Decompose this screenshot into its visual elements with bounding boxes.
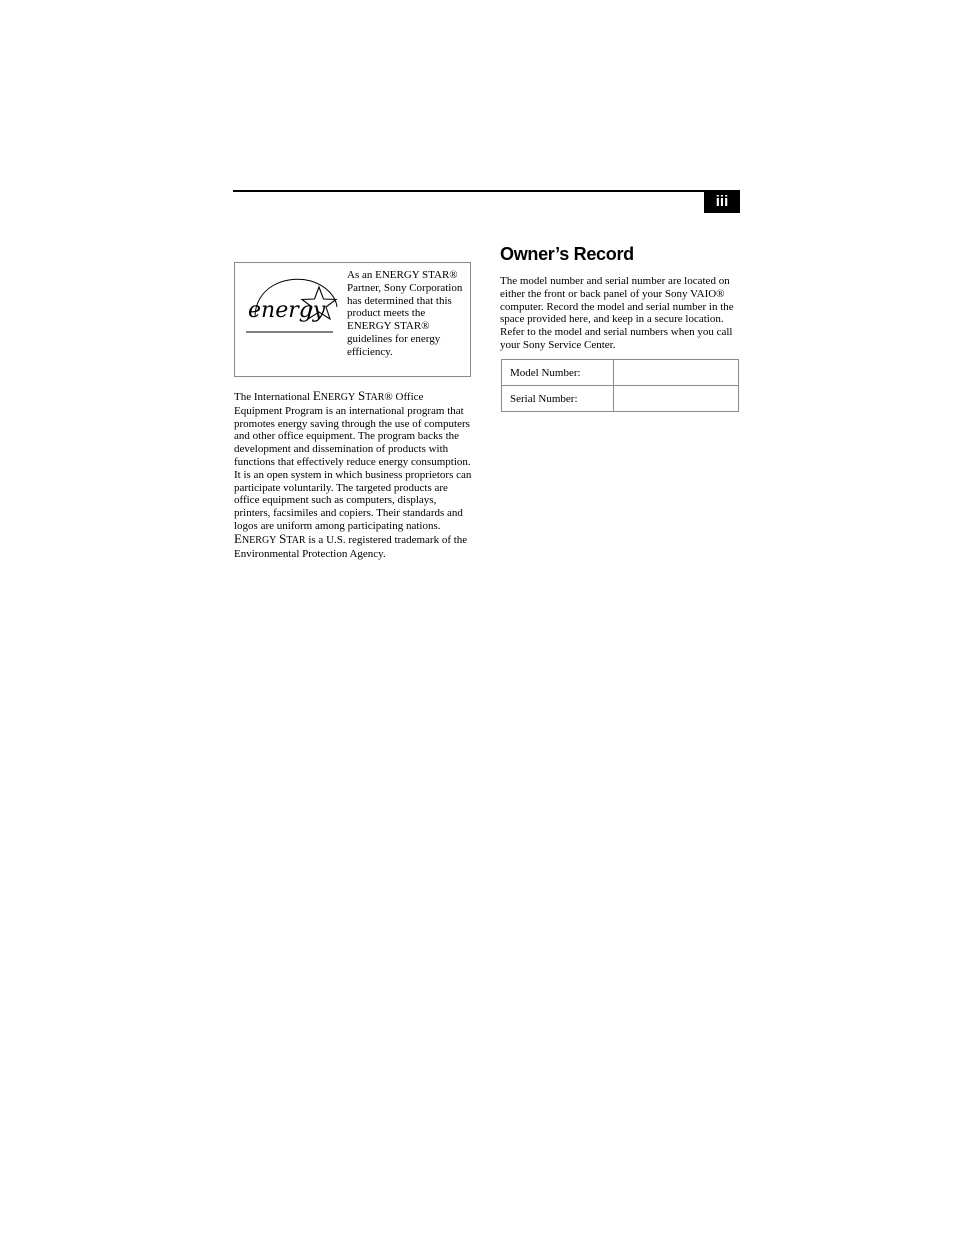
header-rule [233, 190, 740, 192]
para-middle: ® Office Equipment Program is an international program that promotes energy saving through the use of computers and other office equipment. The program backs the development and dissemination of products with functions that effectively reduce energy consumption. It is an open system in which business proprietors can participate voluntarily. The targeted products are office equipment such as computers, displays, printers, facsimiles and copiers. Their standards and logos are uniform among participating nations. [234, 391, 472, 532]
para-intro: The International [234, 391, 313, 403]
sc-text: NERGY [320, 392, 356, 403]
sc-letter: E [234, 530, 242, 546]
sc-text: NERGY [241, 534, 277, 546]
serial-number-field[interactable] [614, 386, 739, 412]
sc-letter: S [279, 530, 287, 546]
table-row [502, 386, 739, 412]
energy-star-description [234, 390, 474, 560]
sc-text: TAR [286, 534, 306, 546]
owners-record-body: The model number and serial number are located on either the front or back panel of your Sony VAIO® computer. Record the model and serial number in the space provided here, and keep in a secure location. Refer to the model and serial numbers when you call your Sony Service Center. [500, 275, 734, 351]
sc-letter: E [312, 388, 321, 403]
energy-box-text: As an ENERGY STAR® Partner, Sony Corporation has determined that this product meets the ENERGY STAR® guidelines for energy efficiency. [347, 269, 463, 358]
serial-number-label: Serial Number: [502, 386, 614, 412]
model-number-field[interactable] [614, 360, 739, 386]
para-end: is a U.S. registered trademark of the Environmental Protection Agency. [234, 533, 468, 560]
page-number: iii [704, 191, 740, 213]
energy-star-logo-icon [243, 271, 338, 335]
energy-star-box [234, 262, 471, 377]
energy-logo-wordmark: energy [248, 298, 326, 323]
owners-record-title: Owner’s Record [500, 244, 634, 264]
sc-text: TAR [365, 392, 385, 403]
model-number-label: Model Number: [502, 360, 614, 386]
sc-letter: S [357, 388, 366, 403]
owners-record-table [501, 359, 739, 412]
table-row [502, 360, 739, 386]
